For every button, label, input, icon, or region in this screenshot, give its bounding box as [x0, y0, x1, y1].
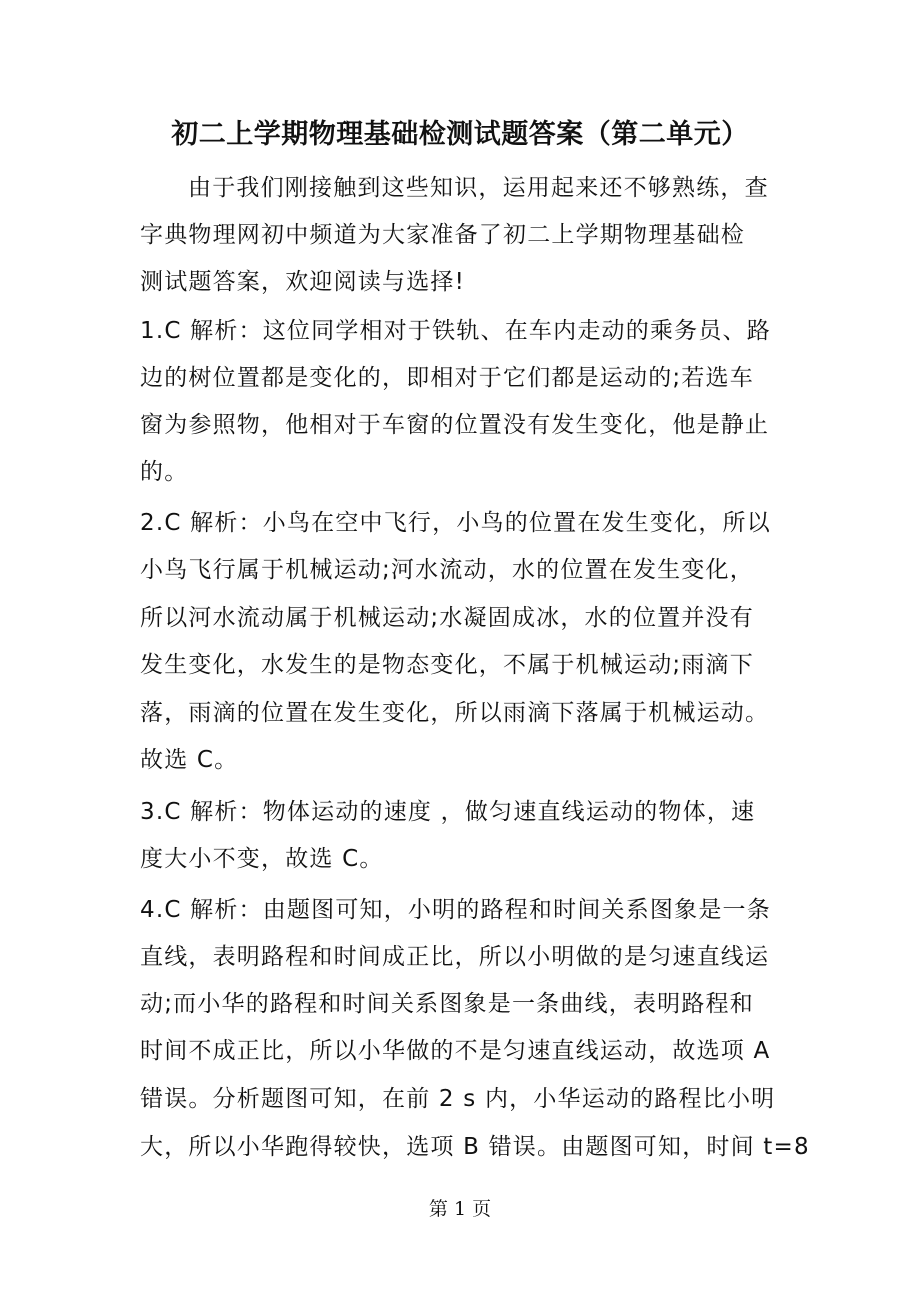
answer-line: 边的树位置都是变化的，即相对于它们都是运动的;若选车: [140, 365, 754, 391]
answer-line: 发生变化，水发生的是物态变化，不属于机械运动;雨滴下: [140, 652, 754, 678]
answer-line: 窗为参照物，他相对于车窗的位置没有发生变化，他是静止: [140, 412, 770, 438]
body-line: 字典物理网初中频道为大家准备了初二上学期物理基础检: [140, 222, 745, 248]
answer-line: 1.C 解析：这位同学相对于铁轨、在车内走动的乘务员、路: [140, 318, 771, 344]
answer-line: 的。: [140, 459, 189, 485]
answer-line: 故选 C。: [140, 747, 239, 773]
answer-line: 2.C 解析：小鸟在空中飞行，小鸟的位置在发生变化，所以: [140, 510, 771, 536]
answer-line: 3.C 解析：物体运动的速度 ，做匀速直线运动的物体，速: [140, 799, 756, 825]
answer-line: 小鸟飞行属于机械运动;河水流动，水的位置在发生变化，: [140, 557, 754, 583]
answer-line: 所以河水流动属于机械运动;水凝固成冰，水的位置并没有: [140, 605, 754, 631]
document-title: 初二上学期物理基础检测试题答案（第二单元）: [171, 119, 749, 150]
answer-line: 大，所以小华跑得较快，选项 B 错误。由题图可知，时间 t=8: [140, 1134, 810, 1160]
answer-line: 动;而小华的路程和时间关系图象是一条曲线，表明路程和: [140, 991, 754, 1017]
answer-line: 4.C 解析：由题图可知，小明的路程和时间关系图象是一条: [140, 897, 771, 923]
answer-line: 错误。分析题图可知，在前 2 s 内，小华运动的路程比小明: [140, 1086, 776, 1112]
answer-line: 度大小不变，故选 C。: [140, 846, 384, 872]
answer-line: 时间不成正比，所以小华做的不是匀速直线运动，故选项 A: [140, 1038, 771, 1064]
answer-line: 落，雨滴的位置在发生变化，所以雨滴下落属于机械运动。: [140, 700, 770, 726]
answer-line: 直线，表明路程和时间成正比，所以小明做的是匀速直线运: [140, 944, 770, 970]
body-line: 测试题答案，欢迎阅读与选择!: [140, 269, 466, 295]
body-line: 由于我们刚接触到这些知识，运用起来还不够熟练，查: [188, 175, 769, 201]
page-number: 第 1 页: [428, 1198, 492, 1220]
